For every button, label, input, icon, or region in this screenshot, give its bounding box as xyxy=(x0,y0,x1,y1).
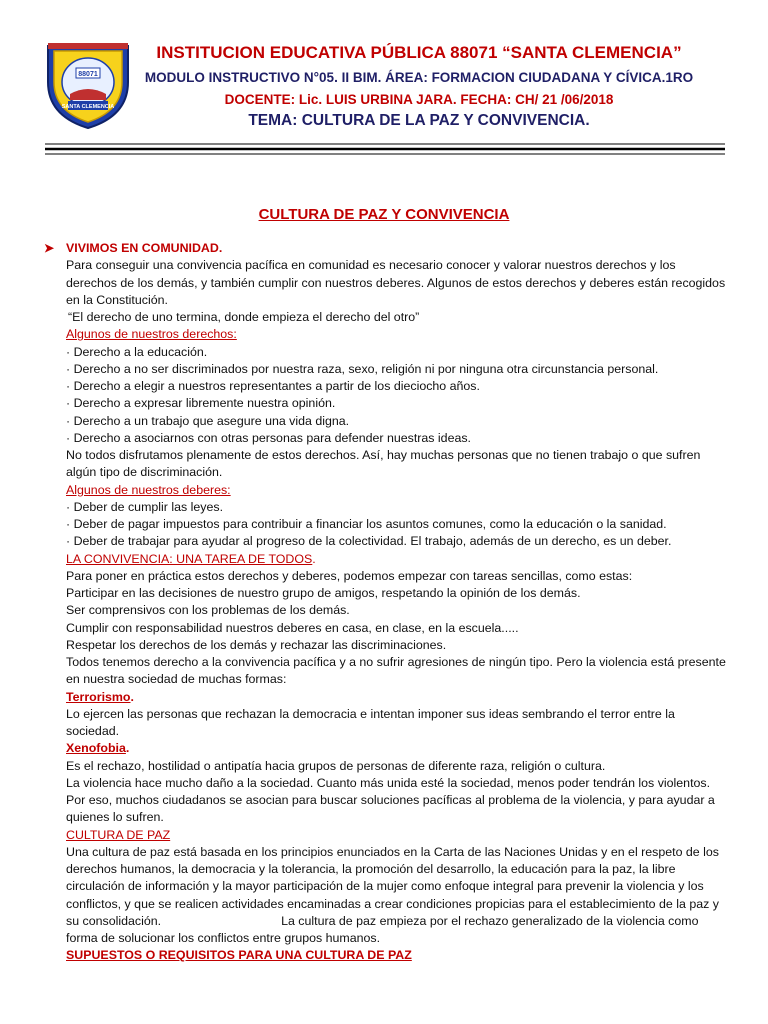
list-item: · Deber de trabajar para ayudar al progreso de la colectividad. El trabajo, además de un derecho, es un deber. xyxy=(66,534,672,549)
svg-text:88071: 88071 xyxy=(78,71,98,78)
header-divider xyxy=(45,142,725,156)
paragraph-rights: No todos disfrutamos plenamente de estos derechos. Así, hay muchas personas que no tienen trabajo o que sufren algún tipo de discriminación. xyxy=(66,448,701,480)
paragraph-convivencia: Todos tenemos derecho a la convivencia pacífica y a no sufrir agresiones de ningún tipo. Pero la violencia está presente en nuestra sociedad de muchas formas: xyxy=(66,655,726,687)
section-heading-comunidad: ➤ VIVIMOS EN COMUNIDAD. xyxy=(66,240,726,257)
teacher-line: DOCENTE: Lic. LUIS URBINA JARA. FECHA: CH/ 21 /06/2018 xyxy=(224,92,614,107)
list-item: La violencia hace mucho daño a la sociedad. Cuanto más unida esté la sociedad, menos poder tendrán los violentos. xyxy=(66,775,711,790)
convivencia-heading: LA CONVIVENCIA: UNA TAREA DE TODOS. xyxy=(66,551,316,566)
list-item: · Deber de cumplir las leyes. xyxy=(66,499,224,514)
paragraph-cultura-paz: Una cultura de paz está basada en los principios enunciados en la Carta de las Naciones Unidas y en el respeto de los derechos humanos, la democracia y la tolerancia, la promoción del desarrollo, la educación para la paz, la libre circulación de información y la mayor participación de la mujer como enfoque integral para prevenir la violencia y los conflictos, y que se realicen actividades encaminadas a crear condiciones propicias para el establecimiento de la paz y su consolidación. La cultura de paz empieza por el rechazo generalizado de la violencia como forma de solucionar los conflictos entre grupos humanos. xyxy=(66,844,719,945)
list-item: Ser comprensivos con los problemas de los demás. xyxy=(66,603,350,618)
list-item: · Derecho a elegir a nuestros representantes a partir de los dieciocho años. xyxy=(66,379,480,393)
quote: “El derecho de uno termina, donde empieza el derecho del otro” xyxy=(68,310,420,324)
list-item: · Derecho a expresar libremente nuestra opinión. xyxy=(66,396,336,411)
list-item: Es el rechazo, hostilidad o antipatía hacia grupos de personas de diferente raza, religión o cultura. xyxy=(66,758,606,773)
paragraph-comunidad: Para conseguir una convivencia pacífica en comunidad es necesario conocer y valorar nuestros derechos y los derechos de los demás, y también cumplir con nuestros deberes. Algunos de estos derechos y deberes están recogidos en la Constitución. xyxy=(66,258,726,307)
list-item: Por eso, muchos ciudadanos se asocian para buscar soluciones pacíficas al problema de la violencia, y para ayudar a quienes lo sufren. xyxy=(66,793,715,825)
cultura-paz-heading: CULTURA DE PAZ xyxy=(66,827,171,842)
list-item: Respetar los derechos de los demás y rechazar las discriminaciones. xyxy=(66,637,447,652)
terrorismo-heading: Terrorismo. xyxy=(66,689,134,704)
list-item: · Derecho a un trabajo que asegure una vida digna. xyxy=(66,413,350,428)
topic-line: TEMA: CULTURA DE LA PAZ Y CONVIVENCIA. xyxy=(248,112,590,129)
list-item: · Derecho a la educación. xyxy=(66,344,208,359)
list-item: · Derecho a no ser discriminados por nuestra raza, sexo, religión ni por ninguna otra circunstancia personal. xyxy=(66,361,659,376)
rights-heading: Algunos de nuestros derechos: xyxy=(66,327,237,342)
document-title: CULTURA DE PAZ Y CONVIVENCIA xyxy=(258,206,510,223)
arrow-bullet-icon: ➤ xyxy=(44,241,55,255)
list-item: · Derecho a asociarnos con otras personas para defender nuestras ideas. xyxy=(66,430,471,445)
module-line: MODULO INSTRUCTIVO N°05. II BIM. ÁREA: FORMACION CIUDADANA Y CÍVICA.1RO xyxy=(144,70,694,85)
list-item: Participar en las decisiones de nuestro grupo de amigos, respetando la opinión de los demás. xyxy=(66,586,581,600)
list-item: · Deber de pagar impuestos para contribuir a financiar los asuntos comunes, como la educación o la sanidad. xyxy=(66,517,667,531)
logo-text: SANTA CLEMENCIA xyxy=(61,104,115,110)
paragraph-terrorismo: Lo ejercen las personas que rechazan la democracia e intentan imponer sus ideas sembrando el terror entre la sociedad. xyxy=(66,706,675,738)
document-header xyxy=(0,0,768,170)
list-item: Cumplir con responsabilidad nuestros deberes en casa, en clase, en la escuela..... xyxy=(66,620,519,635)
document-body xyxy=(44,240,726,965)
school-name: INSTITUCION EDUCATIVA PÚBLICA 88071 “SANTA CLEMENCIA” xyxy=(156,43,682,62)
requisitos-heading: SUPUESTOS O REQUISITOS PARA UNA CULTURA DE PAZ xyxy=(66,948,412,963)
duties-heading: Algunos de nuestros deberes: xyxy=(66,482,231,497)
xenofobia-heading: Xenofobia. xyxy=(66,741,130,756)
list-item: Para poner en práctica estos derechos y deberes, podemos empezar con tareas sencillas, como estas: xyxy=(66,568,633,583)
